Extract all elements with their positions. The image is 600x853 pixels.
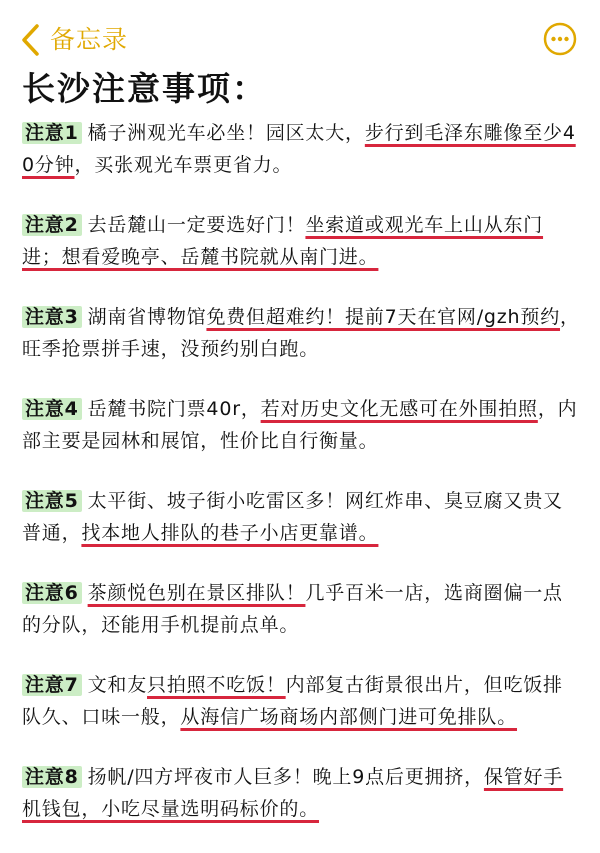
note-text: 去岳麓山一定要选好门！	[87, 214, 306, 236]
note-tag: 注意7	[22, 674, 82, 696]
note-text: 文和友	[87, 674, 148, 696]
note-text: ，买张观光车票更省力。	[74, 154, 293, 176]
back-label: 备忘录	[50, 25, 129, 54]
back-button[interactable]	[18, 20, 128, 60]
note-tag: 注意4	[22, 398, 82, 420]
note-tag: 注意2	[22, 214, 82, 236]
note-item	[22, 577, 582, 641]
note-text: ，内部主要是园林和展馆，性价比自行衡量。	[22, 398, 578, 452]
page-title: 长沙注意事项：	[22, 69, 267, 108]
more-button[interactable]	[543, 22, 577, 56]
note-text: 几乎百米一店，选商圈偏一点的分队，还能用手机提前点单。	[22, 582, 563, 636]
note-item	[22, 209, 582, 273]
note-item	[22, 485, 582, 549]
note-highlight: 若对历史文化无感可在外围拍照	[260, 398, 538, 420]
note-highlight: 坐索道或观光车上山从东门进；想看爱晚亭、岳麓书院就从南门进。	[22, 214, 544, 268]
top-bar	[0, 0, 600, 72]
chevron-left-icon	[18, 23, 44, 57]
note-highlight: 从海信广场商场内部侧门进可免排队。	[180, 706, 518, 728]
note-item	[22, 761, 582, 825]
note-text: 岳麓书院门票40r，	[87, 398, 261, 420]
note-tag: 注意8	[22, 766, 82, 788]
note-highlight: 免费但超难约！提前7天在官网/gzh预约	[206, 306, 561, 328]
note-item	[22, 669, 582, 733]
note-text: 橘子洲观光车必坐！园区太大，	[87, 122, 365, 144]
note-text: ，旺季抢票拼手速，没预约别白跑。	[22, 306, 580, 360]
note-tag: 注意6	[22, 582, 82, 604]
more-horizontal-circle-icon	[543, 41, 577, 60]
note-highlight: 只拍照不吃饭！	[147, 674, 286, 696]
note-tag: 注意5	[22, 490, 82, 512]
note-tag: 注意3	[22, 306, 82, 328]
note-highlight: 找本地人排队的巷子小店更靠谱。	[81, 522, 379, 544]
notes-list	[22, 117, 582, 853]
note-text: 扬帆/四方坪夜市人巨多！晚上9点后更拥挤，	[87, 766, 484, 788]
note-highlight: 茶颜悦色别在景区排队！	[87, 582, 306, 604]
note-text: 内部复古街景很出片，但吃饭排队久、口味一般，	[22, 674, 563, 728]
note-highlight: 保管好手机钱包，小吃尽量选明码标价的。	[22, 766, 564, 820]
note-item	[22, 393, 582, 457]
note-highlight: 步行到毛泽东雕像至少40分钟	[22, 122, 576, 176]
note-text: 太平街、坡子街小吃雷区多！网红炸串、臭豆腐又贵又普通，	[22, 490, 563, 544]
note-item	[22, 117, 582, 181]
note-tag: 注意1	[22, 122, 82, 144]
note-item	[22, 301, 582, 365]
note-text: 湖南省博物馆	[87, 306, 207, 328]
